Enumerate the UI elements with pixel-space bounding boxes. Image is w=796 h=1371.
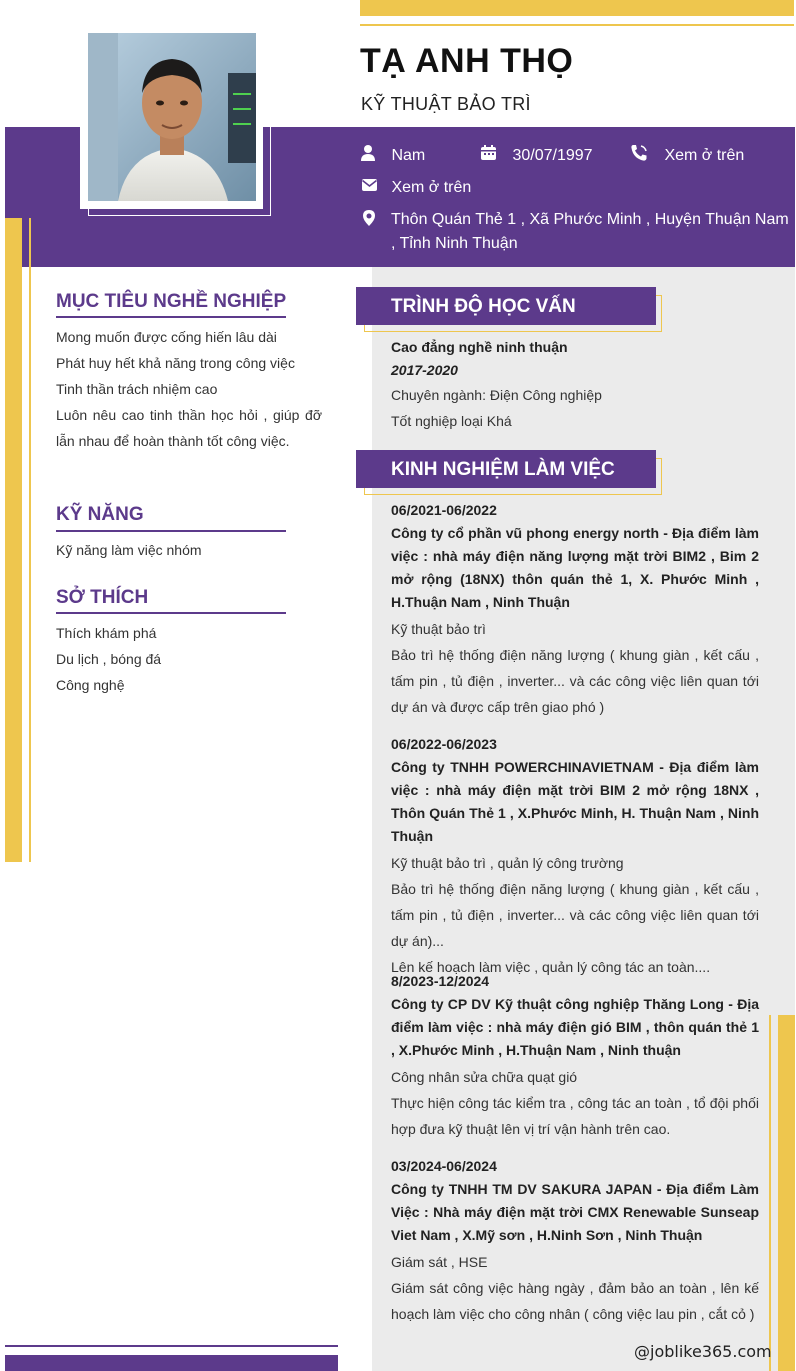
contact-address bbox=[361, 208, 789, 256]
education-grade: Tốt nghiệp loại Khá bbox=[391, 413, 512, 429]
job-detail: Giám sát công việc hàng ngày , đảm bảo an toàn , lên kế hoạch làm việc cho công nhân ( công việc lau pin , cắt cỏ ) bbox=[391, 1280, 759, 1322]
experience-job-3 bbox=[391, 970, 759, 1142]
objective-title: MỤC TIÊU NGHỀ NGHIỆP bbox=[56, 291, 287, 312]
job-detail: Lên kế hoạch làm việc , quản lý công tác an toàn.... bbox=[391, 959, 711, 975]
left-accent-bar bbox=[5, 218, 22, 862]
phone-value: Xem ở trên bbox=[664, 147, 745, 164]
hobbies-title: SỞ THÍCH bbox=[56, 587, 149, 608]
objective-line: Tinh thần trách nhiệm cao bbox=[56, 381, 218, 397]
address-line-1: Thôn Quán Thẻ 1 , Xã Phước Minh , Huyện Thuận Nam bbox=[391, 211, 789, 228]
education-school: Cao đẳng nghề ninh thuận bbox=[391, 339, 568, 355]
job-company: Công ty TNHH POWERCHINAVIETNAM - Địa điểm làm việc : nhà máy điện mặt trời BIM 2 mở rộng 18NX , Thôn Quán Thẻ 1 , X.Phước Minh, H. Thuận Nam , Ninh Thuận bbox=[391, 759, 759, 844]
skill-item: Kỹ năng làm việc nhóm bbox=[56, 542, 202, 558]
user-icon bbox=[361, 144, 379, 162]
job-detail: Bảo trì hệ thống điện năng lượng ( khung giàn , kết cấu , tấm pin , tủ điện , inverter... và các công việc liên quan tới dự án)... bbox=[391, 881, 759, 949]
experience-job-2 bbox=[391, 733, 759, 980]
hobby-item: Du lịch , bóng đá bbox=[56, 651, 162, 667]
hobbies-list bbox=[56, 620, 322, 698]
person-name: TẠ ANH THỌ bbox=[360, 42, 574, 80]
job-role: Kỹ thuật bảo trì bbox=[391, 621, 486, 637]
birthdate-value: 30/07/1997 bbox=[512, 147, 593, 164]
address-line-2: , Tỉnh Ninh Thuận bbox=[391, 235, 518, 252]
footer-brand: @joblike365.com bbox=[634, 1342, 772, 1361]
contact-phone bbox=[630, 144, 744, 165]
job-role: Giám sát , HSE bbox=[391, 1254, 488, 1270]
education-period: 2017-2020 bbox=[391, 362, 458, 378]
hobbies-underline bbox=[56, 612, 286, 614]
experience-job-4 bbox=[391, 1155, 759, 1327]
objective-list bbox=[56, 324, 322, 454]
hobby-item: Công nghệ bbox=[56, 677, 125, 693]
profile-photo bbox=[88, 33, 256, 201]
calendar-icon bbox=[480, 144, 498, 162]
job-title: KỸ THUẬT BẢO TRÌ bbox=[361, 94, 531, 114]
job-period: 03/2024-06/2024 bbox=[391, 1158, 497, 1174]
education-major: Chuyên ngành: Điện Công nghiệp bbox=[391, 387, 602, 403]
top-accent-line bbox=[360, 24, 794, 26]
contact-gender bbox=[361, 144, 425, 165]
job-detail: Thực hiện công tác kiểm tra , công tác an toàn , tổ đội phối hợp đưa kỹ thuật lên vị trí vận hành trên cao. bbox=[391, 1095, 759, 1137]
objective-line: Mong muốn được cống hiến lâu dài bbox=[56, 329, 277, 345]
gender-value: Nam bbox=[391, 147, 426, 164]
contact-email bbox=[361, 176, 471, 197]
objective-underline bbox=[56, 316, 286, 318]
bottom-accent-bar bbox=[5, 1355, 338, 1371]
phone-icon bbox=[630, 144, 648, 162]
contact-birthdate bbox=[480, 144, 593, 165]
skills-title: KỸ NĂNG bbox=[56, 504, 144, 525]
experience-title: KINH NGHIỆM LÀM VIỆC bbox=[391, 459, 615, 480]
email-value: Xem ở trên bbox=[391, 179, 472, 196]
objective-line: Phát huy hết khả năng trong công việc bbox=[56, 355, 295, 371]
education-title: TRÌNH ĐỘ HỌC VẤN bbox=[391, 296, 576, 317]
objective-line: Luôn nêu cao tinh thần học hỏi , giúp đỡ lẫn nhau để hoàn thành tốt công việc. bbox=[56, 407, 322, 449]
job-company: Công ty TNHH TM DV SAKURA JAPAN - Địa điểm Làm Việc : Nhà máy điện mặt trời CMX Renewable Sunseap Viet Nam , X.Mỹ sơn , H.Ninh Sơn , Ninh Thuận bbox=[391, 1181, 759, 1243]
job-period: 8/2023-12/2024 bbox=[391, 973, 490, 989]
job-company: Công ty CP DV Kỹ thuật công nghiệp Thăng Long - Địa điểm làm việc : nhà máy điện gió BIM , thôn quán thẻ 1 , X.Phước Minh , H.Thuận Nam , Ninh thuận bbox=[391, 996, 759, 1058]
job-period: 06/2021-06/2022 bbox=[391, 502, 497, 518]
job-detail: Bảo trì hệ thống điện năng lượng ( khung giàn , kết cấu , tấm pin , tủ điện , inverter... và các công việc liên quan tới dự án và được cấp trên giao phó ) bbox=[391, 647, 759, 715]
bottom-accent-line bbox=[5, 1345, 338, 1347]
job-period: 06/2022-06/2023 bbox=[391, 736, 497, 752]
map-pin-icon bbox=[361, 209, 379, 227]
job-role: Công nhân sửa chữa quạt gió bbox=[391, 1069, 578, 1085]
education-entry bbox=[391, 336, 759, 434]
job-company: Công ty cổ phần vũ phong energy north - Địa điểm làm việc : nhà máy điện năng lượng mặt trời BIM2 , Bim 2 mở rộng (18NX) thôn quán thẻ 1, X. Phước Minh , H.Thuận Nam , Ninh Thuận bbox=[391, 525, 759, 610]
skills-list bbox=[56, 537, 322, 563]
right-accent-line bbox=[769, 1015, 771, 1371]
left-accent-line bbox=[29, 218, 31, 862]
skills-underline bbox=[56, 530, 286, 532]
job-role: Kỹ thuật bảo trì , quản lý công trường bbox=[391, 855, 624, 871]
right-accent-bar bbox=[778, 1015, 795, 1371]
hobby-item: Thích khám phá bbox=[56, 625, 157, 641]
top-accent-bar bbox=[360, 0, 794, 16]
envelope-icon bbox=[361, 176, 379, 194]
experience-job-1 bbox=[391, 499, 759, 720]
